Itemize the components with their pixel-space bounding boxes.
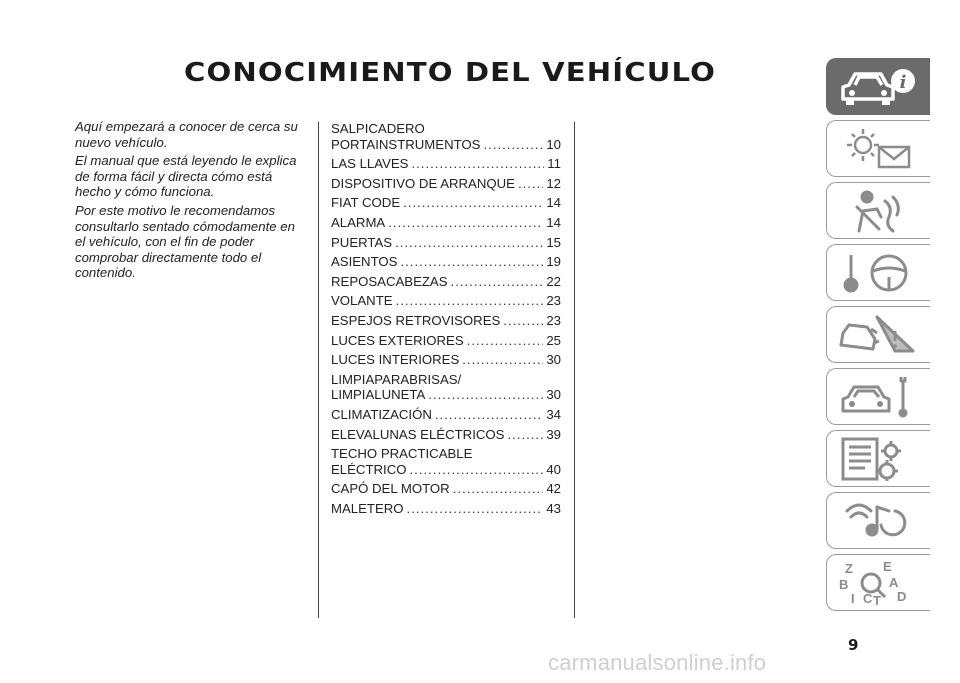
- intro-paragraph: El manual que está leyendo le explica de forma fácil y directa cómo está hecho y cómo funciona.: [75, 153, 297, 200]
- toc-leader-dots: [435, 407, 543, 423]
- toc-page-number: 14: [546, 214, 561, 230]
- index-letter: C: [863, 591, 873, 606]
- index-letter: T: [873, 593, 881, 607]
- toc-entry[interactable]: [331, 333, 561, 349]
- toc-page-number: 42: [546, 481, 561, 497]
- index-letter: A: [889, 575, 899, 590]
- section-tabs: [826, 58, 930, 616]
- warning-lights-envelope-icon: [837, 125, 917, 173]
- toc-entry-label: LUCES INTERIORES: [331, 352, 460, 368]
- toc-entry-label-line: SALPICADERO: [331, 121, 425, 136]
- toc-entry-label: DISPOSITIVO DE ARRANQUE: [331, 175, 515, 191]
- toc-entry-label: CAPÓ DEL MOTOR: [331, 481, 450, 497]
- toc-leader-dots: [388, 215, 543, 231]
- toc-entry-label: FIAT CODE: [331, 195, 401, 211]
- index-letter: Z: [845, 561, 853, 576]
- toc-page-number: 12: [546, 175, 561, 191]
- toc-leader-dots: [407, 501, 544, 517]
- toc-page-number: 22: [546, 273, 561, 289]
- toc-page-number: 25: [546, 332, 561, 348]
- tab-dashboard-warnings[interactable]: [826, 120, 930, 177]
- toc-entry[interactable]: [331, 481, 561, 497]
- toc-page-number: 23: [546, 312, 561, 328]
- toc-leader-dots: [462, 352, 543, 368]
- spec-list-gear-icon: [837, 435, 917, 483]
- toc-entry-label: LUCES EXTERIORES: [331, 332, 464, 348]
- car-crash-warning-icon: [837, 311, 917, 359]
- toc-entry-label: LAS LLAVES: [331, 156, 409, 172]
- toc-entry-label: PORTAINSTRUMENTOS: [331, 136, 481, 152]
- toc-leader-dots: [518, 176, 543, 192]
- toc-leader-dots: [507, 427, 543, 443]
- index-letter: D: [897, 589, 907, 604]
- page-title: CONOCIMIENTO DEL VEHÍCULO: [184, 58, 716, 88]
- toc-entry-label: MALETERO: [331, 500, 404, 516]
- toc-entry[interactable]: [331, 313, 561, 329]
- toc-leader-dots: [503, 313, 543, 329]
- toc-page-number: 43: [546, 500, 561, 516]
- toc-entry-label: CLIMATIZACIÓN: [331, 406, 432, 422]
- toc-entry[interactable]: [331, 215, 561, 231]
- toc-entry[interactable]: [331, 427, 561, 443]
- watermark: carmanualsonline.info: [548, 650, 767, 675]
- toc-page-number: 23: [546, 293, 561, 309]
- toc-page-number: 14: [546, 195, 561, 211]
- toc-page-number: 11: [547, 156, 561, 172]
- toc-page-number: 34: [546, 406, 561, 422]
- toc-leader-dots: [467, 333, 544, 349]
- toc-entry-label: VOLANTE: [331, 293, 393, 309]
- index-letter: E: [883, 559, 892, 574]
- toc-leader-dots: [403, 195, 543, 211]
- toc-leader-dots: [396, 293, 544, 309]
- toc-entry[interactable]: [331, 121, 561, 152]
- tab-starting-driving[interactable]: [826, 244, 930, 301]
- table-of-contents: [331, 121, 561, 520]
- toc-entry-label: REPOSACABEZAS: [331, 273, 448, 289]
- toc-entry-label: ALARMA: [331, 214, 386, 230]
- toc-page-number: 15: [546, 234, 561, 250]
- toc-page-number: 10: [546, 136, 561, 152]
- column-divider: [574, 122, 575, 618]
- alphabetical-index-icon: [837, 559, 917, 607]
- toc-entry[interactable]: [331, 372, 561, 403]
- intro-paragraph: Aquí empezará a conocer de cerca su nuevo vehículo.: [75, 119, 298, 150]
- toc-entry[interactable]: [331, 501, 561, 517]
- index-letter: I: [851, 591, 855, 606]
- toc-page-number: 39: [546, 426, 561, 442]
- tab-technical-data[interactable]: [826, 430, 930, 487]
- toc-entry[interactable]: [331, 446, 561, 477]
- toc-page-number: 19: [546, 254, 561, 270]
- toc-entry-label: ELEVALUNAS ELÉCTRICOS: [331, 426, 505, 442]
- toc-entry[interactable]: [331, 176, 561, 192]
- toc-leader-dots: [411, 156, 544, 172]
- toc-entry-label-line: TECHO PRACTICABLE: [331, 446, 473, 462]
- tab-maintenance[interactable]: [826, 368, 930, 425]
- toc-entry[interactable]: [331, 195, 561, 211]
- tab-emergency[interactable]: [826, 306, 930, 363]
- page-number: 9: [848, 636, 859, 654]
- index-letter: B: [839, 577, 849, 592]
- intro-text: [75, 119, 307, 284]
- toc-leader-dots: [400, 254, 543, 270]
- tab-vehicle-knowledge[interactable]: [826, 58, 930, 115]
- toc-entry[interactable]: [331, 235, 561, 251]
- toc-entry[interactable]: [331, 293, 561, 309]
- multimedia-music-icon: [837, 497, 917, 545]
- toc-entry[interactable]: [331, 352, 561, 368]
- toc-leader-dots: [483, 137, 543, 153]
- toc-leader-dots: [453, 481, 544, 497]
- toc-entry-label: ESPEJOS RETROVISORES: [331, 312, 501, 328]
- toc-entry-label: ELÉCTRICO: [331, 461, 407, 477]
- toc-page-number: 30: [546, 387, 561, 403]
- key-steering-wheel-icon: [837, 249, 917, 297]
- tab-safety[interactable]: [826, 182, 930, 239]
- toc-leader-dots: [409, 462, 543, 478]
- toc-entry[interactable]: [331, 156, 561, 172]
- toc-entry-label: PUERTAS: [331, 234, 393, 250]
- toc-leader-dots: [395, 235, 543, 251]
- svg-text:i: i: [899, 72, 907, 93]
- seatbelt-airbag-icon: [837, 187, 917, 235]
- toc-leader-dots: [451, 274, 544, 290]
- toc-entry-label: ASIENTOS: [331, 254, 398, 270]
- toc-entry[interactable]: [331, 274, 561, 290]
- toc-entry-label: LIMPIALUNETA: [331, 387, 426, 403]
- toc-page-number: 40: [546, 461, 561, 477]
- car-wrench-icon: [837, 373, 917, 421]
- tab-index[interactable]: [826, 554, 930, 611]
- toc-entry[interactable]: [331, 254, 561, 270]
- toc-entry-label-line: LIMPIAPARABRISAS/: [331, 371, 462, 387]
- car-info-icon: [837, 63, 917, 111]
- toc-page-number: 30: [546, 352, 561, 368]
- column-divider: [318, 122, 319, 618]
- intro-paragraph: Por este motivo le recomendamos consultarlo sentado cómodamente en el vehículo, con el fin de poder comprobar directamente todo el contenido.: [75, 202, 295, 281]
- toc-entry[interactable]: [331, 407, 561, 423]
- tab-multimedia[interactable]: [826, 492, 930, 549]
- toc-leader-dots: [428, 387, 543, 403]
